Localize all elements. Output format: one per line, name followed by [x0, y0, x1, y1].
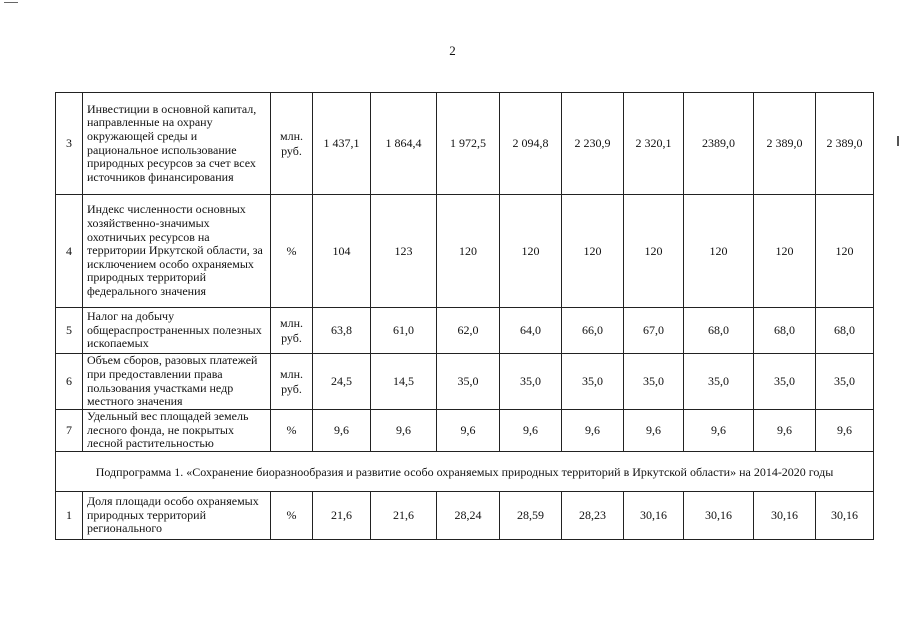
- scan-mark: [4, 2, 18, 3]
- value-cell: 1 437,1: [313, 93, 371, 195]
- table-row: [56, 93, 874, 195]
- value-cell: 35,0: [624, 354, 684, 410]
- value-cell: 9,6: [500, 410, 562, 452]
- unit-cell: млн. руб.: [271, 354, 313, 410]
- value-cell: 120: [816, 195, 874, 308]
- value-cell: 63,8: [313, 308, 371, 354]
- value-cell: 120: [437, 195, 500, 308]
- value-cell: 1 972,5: [437, 93, 500, 195]
- value-cell: 64,0: [500, 308, 562, 354]
- value-cell: 9,6: [371, 410, 437, 452]
- value-cell: 68,0: [816, 308, 874, 354]
- value-cell: 21,6: [371, 492, 437, 540]
- value-cell: 120: [562, 195, 624, 308]
- row-number: 4: [56, 195, 83, 308]
- row-number: 5: [56, 308, 83, 354]
- value-cell: 9,6: [754, 410, 816, 452]
- value-cell: 66,0: [562, 308, 624, 354]
- value-cell: 35,0: [500, 354, 562, 410]
- page-number: 2: [449, 43, 456, 58]
- value-cell: 9,6: [624, 410, 684, 452]
- value-cell: 62,0: [437, 308, 500, 354]
- row-number: 3: [56, 93, 83, 195]
- value-cell: 9,6: [684, 410, 754, 452]
- value-cell: 120: [684, 195, 754, 308]
- unit-cell: млн. руб.: [271, 93, 313, 195]
- indicator-name: Индекс численности основных хозяйственно-значимых охотничьих ресурсов на территории Иркутской области, за исключением особо охраняемых природных территорий федерального значения: [83, 195, 271, 308]
- indicator-name: Удельный вес площадей земель лесного фонда, не покрытых лесной растительностью: [83, 410, 271, 452]
- value-cell: 35,0: [562, 354, 624, 410]
- value-cell: 120: [624, 195, 684, 308]
- value-cell: 2389,0: [684, 93, 754, 195]
- value-cell: 35,0: [754, 354, 816, 410]
- subprogram-heading: Подпрограмма 1. «Сохранение биоразнообразия и развитие особо охраняемых природных территорий в Иркутской области» на 2014-2020 годы: [56, 452, 874, 492]
- value-cell: 28,24: [437, 492, 500, 540]
- table-row: [56, 410, 874, 452]
- value-cell: 68,0: [754, 308, 816, 354]
- subprogram-row: [56, 452, 874, 492]
- scan-mark-right: [897, 136, 899, 146]
- value-cell: 30,16: [684, 492, 754, 540]
- value-cell: 2 320,1: [624, 93, 684, 195]
- value-cell: 120: [754, 195, 816, 308]
- value-cell: 14,5: [371, 354, 437, 410]
- value-cell: 120: [500, 195, 562, 308]
- indicator-name: Доля площади особо охраняемых природных территорий регионального: [83, 492, 271, 540]
- value-cell: 68,0: [684, 308, 754, 354]
- value-cell: 24,5: [313, 354, 371, 410]
- indicators-table: [55, 92, 874, 540]
- value-cell: 104: [313, 195, 371, 308]
- value-cell: 28,23: [562, 492, 624, 540]
- value-cell: 1 864,4: [371, 93, 437, 195]
- row-number: 7: [56, 410, 83, 452]
- value-cell: 9,6: [816, 410, 874, 452]
- value-cell: 2 230,9: [562, 93, 624, 195]
- value-cell: 35,0: [684, 354, 754, 410]
- indicator-name: Объем сборов, разовых платежей при предоставлении права пользования участками недр местного значения: [83, 354, 271, 410]
- indicator-name: Инвестиции в основной капитал, направленные на охрану окружающей среды и рациональное использование природных ресурсов за счет всех источников финансирования: [83, 93, 271, 195]
- unit-cell: %: [271, 195, 313, 308]
- value-cell: 67,0: [624, 308, 684, 354]
- value-cell: 21,6: [313, 492, 371, 540]
- unit-cell: %: [271, 492, 313, 540]
- unit-cell: %: [271, 410, 313, 452]
- value-cell: 30,16: [816, 492, 874, 540]
- value-cell: 123: [371, 195, 437, 308]
- value-cell: 30,16: [754, 492, 816, 540]
- value-cell: 2 094,8: [500, 93, 562, 195]
- value-cell: 9,6: [562, 410, 624, 452]
- value-cell: 61,0: [371, 308, 437, 354]
- row-number: 1: [56, 492, 83, 540]
- table-row: [56, 308, 874, 354]
- value-cell: 9,6: [437, 410, 500, 452]
- value-cell: 2 389,0: [816, 93, 874, 195]
- indicator-name: Налог на добычу общераспространенных полезных ископаемых: [83, 308, 271, 354]
- row-number: 6: [56, 354, 83, 410]
- value-cell: 9,6: [313, 410, 371, 452]
- table-row: [56, 492, 874, 540]
- value-cell: 35,0: [437, 354, 500, 410]
- value-cell: 35,0: [816, 354, 874, 410]
- unit-cell: млн. руб.: [271, 308, 313, 354]
- value-cell: 30,16: [624, 492, 684, 540]
- table-row: [56, 354, 874, 410]
- value-cell: 28,59: [500, 492, 562, 540]
- value-cell: 2 389,0: [754, 93, 816, 195]
- table-row: [56, 195, 874, 308]
